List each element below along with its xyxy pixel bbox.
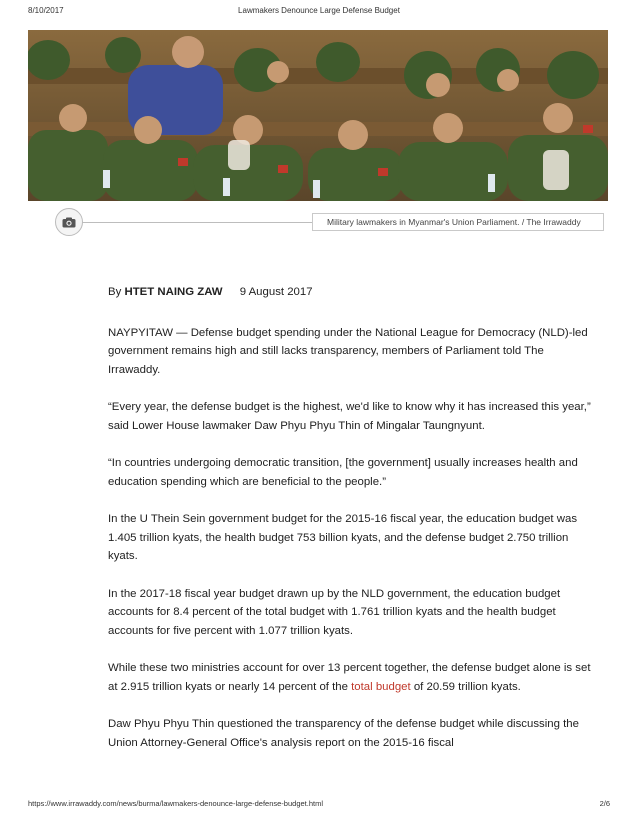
page-number: 2/6 bbox=[599, 799, 610, 808]
caption-divider bbox=[82, 222, 312, 223]
article-paragraph bbox=[108, 659, 594, 696]
publish-date: 9 August 2017 bbox=[239, 286, 313, 298]
photo-caption: Military lawmakers in Myanmar's Union Parliament. / The Irrawaddy bbox=[312, 213, 604, 231]
article-paragraph: In the 2017-18 fiscal year budget drawn up by the NLD government, the education budget accounts for 8.4 percent of the total budget with 1.761 trillion kyats and the health budget accounts for five percent with 1.077 trillion kyats. bbox=[108, 587, 561, 637]
camera-icon bbox=[62, 217, 76, 228]
article-paragraph: “Every year, the defense budget is the highest, we'd like to know why it has increased this year,” said Lower House lawmaker Daw Phyu Phyu Thin of Mingalar Taungnyunt. bbox=[108, 401, 591, 432]
print-url: https://www.irrawaddy.com/news/burma/lawmakers-denounce-large-defense-budget.html bbox=[28, 799, 323, 808]
print-header bbox=[28, 6, 610, 18]
total-budget-link[interactable]: total budget bbox=[351, 680, 411, 693]
article-paragraph: NAYPYITAW — Defense budget spending under the National League for Democracy (NLD)-led government remains high and still lacks transparency, members of Parliament told The Irrawaddy. bbox=[108, 326, 588, 376]
paragraph-text: While these two ministries account for over 13 percent together, the defense budget alone is set at 2.915 trillion kyats or nearly 14 percent of the bbox=[108, 662, 591, 693]
photo-caption-toggle[interactable] bbox=[55, 208, 83, 236]
article-photo bbox=[28, 30, 608, 201]
article-paragraph: “In countries undergoing democratic transition, [the government] usually increases health and education spending which are beneficial to the people.” bbox=[108, 457, 578, 488]
paragraph-text: of 20.59 trillion kyats. bbox=[410, 680, 521, 693]
byline bbox=[108, 283, 594, 302]
parliament-photo-illustration bbox=[28, 30, 608, 201]
print-footer bbox=[28, 799, 610, 809]
print-title: Lawmakers Denounce Large Defense Budget bbox=[238, 6, 400, 15]
print-date: 8/10/2017 bbox=[28, 6, 64, 15]
author-link[interactable]: HTET NAING ZAW bbox=[124, 286, 223, 298]
article-paragraph: Daw Phyu Phyu Thin questioned the transparency of the defense budget while discussing the Union Attorney-General Office's analysis report on the 2015-16 fiscal bbox=[108, 718, 579, 749]
byline-prefix: By bbox=[108, 286, 122, 298]
article-paragraph: In the U Thein Sein government budget for the 2015-16 fiscal year, the education budget was 1.405 trillion kyats, the health budget 753 billion kyats, and the defense budget 2.750 trillion kyats. bbox=[108, 513, 578, 562]
article-body bbox=[108, 283, 594, 771]
